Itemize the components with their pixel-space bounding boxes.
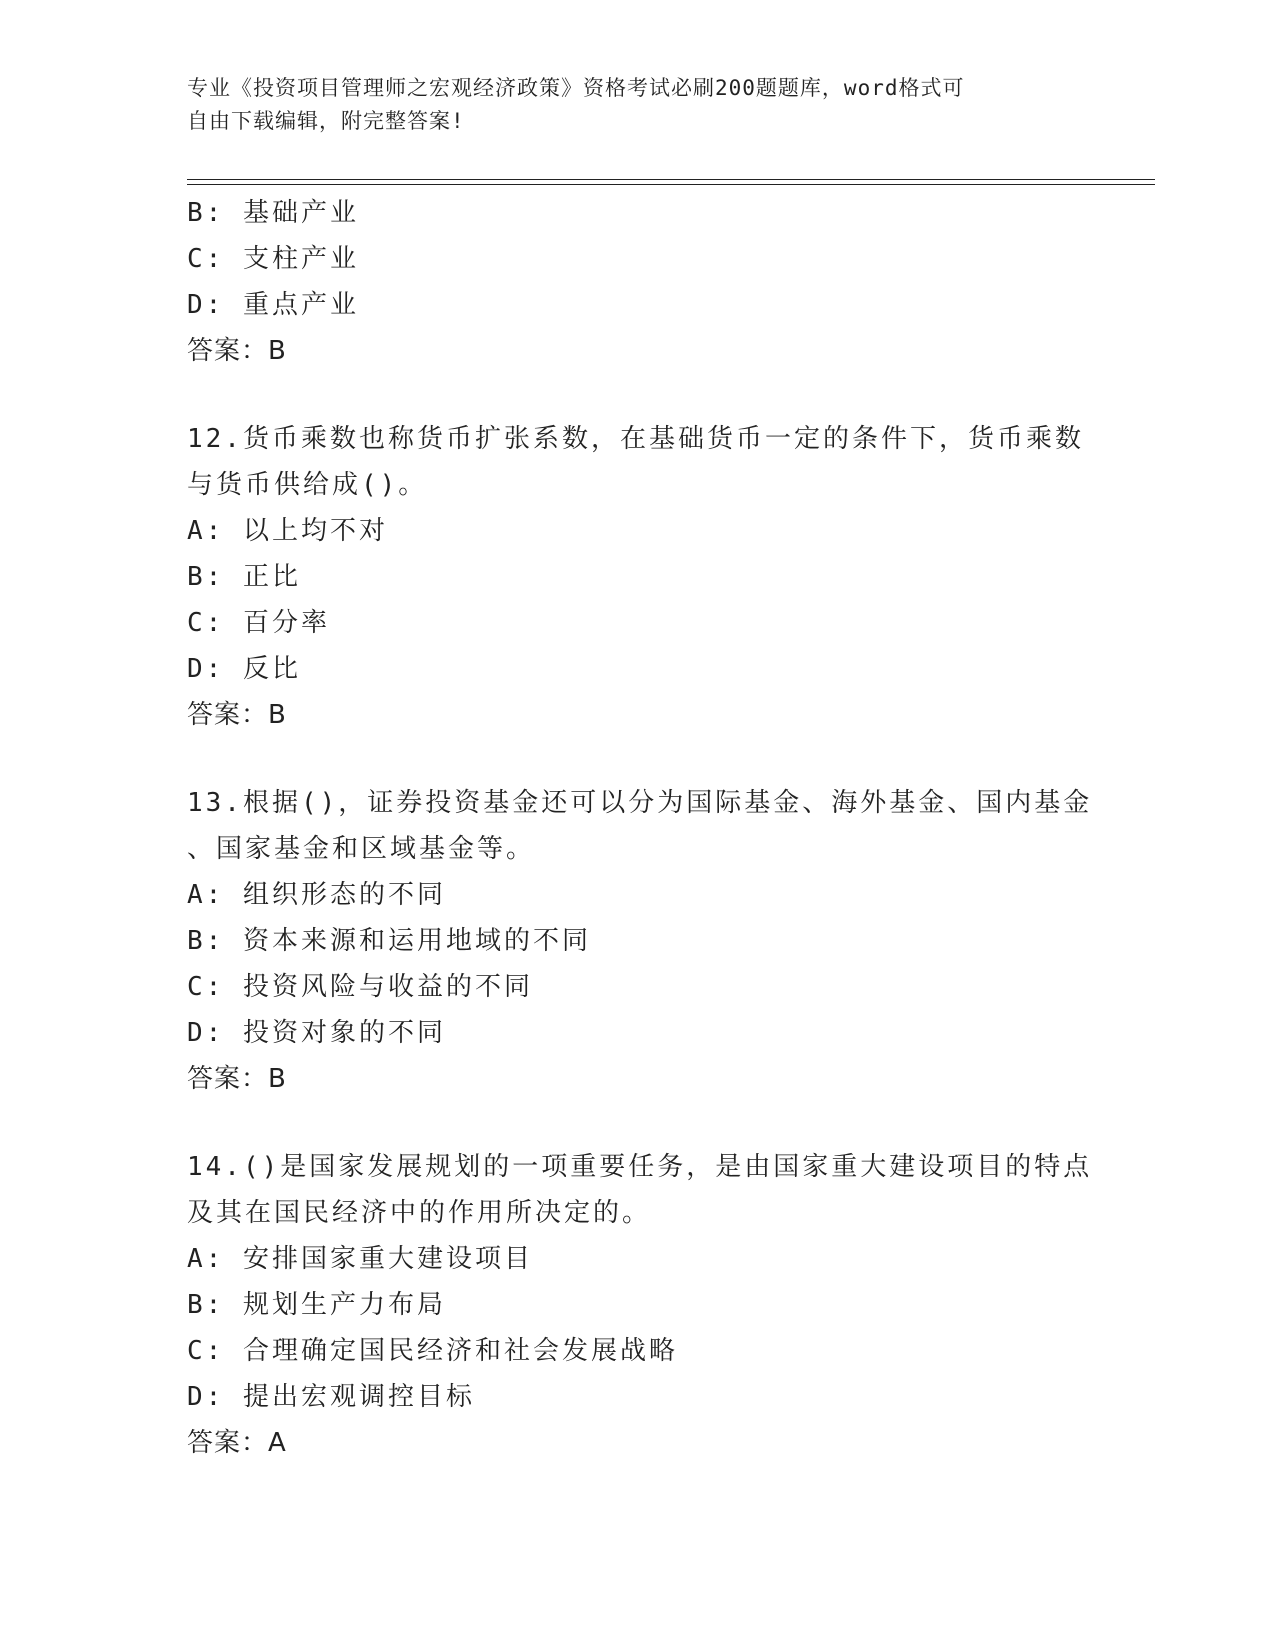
option-d: D: 提出宏观调控目标 [187, 1382, 475, 1412]
header-divider-top [187, 179, 1155, 180]
question-stem-line-2: 、国家基金和区域基金等。 [187, 834, 536, 864]
option-c: C: 合理确定国民经济和社会发展战略 [187, 1336, 678, 1366]
answer-line: 答案：B [187, 1064, 287, 1094]
option-b: B: 规划生产力布局 [187, 1290, 446, 1320]
question-stem-line-2: 与货币供给成()。 [187, 470, 428, 500]
question-14 [187, 1144, 1093, 1466]
header-divider-bottom [187, 184, 1155, 185]
option-d: D: 投资对象的不同 [187, 1018, 446, 1048]
header-line-2: 自由下载编辑，附完整答案! [187, 109, 465, 133]
option-a: A: 安排国家重大建设项目 [187, 1244, 533, 1274]
option-b: B: 基础产业 [187, 198, 359, 228]
answer-line: 答案：A [187, 1428, 287, 1458]
question-spacer [187, 1102, 1087, 1144]
option-a: A: 组织形态的不同 [187, 880, 446, 910]
option-c: C: 百分率 [187, 608, 330, 638]
question-stem-line-1: 12.货币乘数也称货币扩张系数，在基础货币一定的条件下，货币乘数 [187, 424, 1084, 454]
header-line-1: 专业《投资项目管理师之宏观经济政策》资格考试必刷200题题库，word格式可 [187, 76, 965, 100]
option-b: B: 正比 [187, 562, 301, 592]
option-a: A: 以上均不对 [187, 516, 388, 546]
option-d: D: 反比 [187, 654, 301, 684]
option-c: C: 支柱产业 [187, 244, 359, 274]
question-stem-line-2: 及其在国民经济中的作用所决定的。 [187, 1198, 652, 1228]
question-11-partial [187, 190, 1087, 374]
answer-line: 答案：B [187, 336, 287, 366]
option-c: C: 投资风险与收益的不同 [187, 972, 533, 1002]
option-b: B: 资本来源和运用地域的不同 [187, 926, 591, 956]
question-stem-line-1: 14.()是国家发展规划的一项重要任务，是由国家重大建设项目的特点 [187, 1152, 1093, 1182]
option-d: D: 重点产业 [187, 290, 359, 320]
answer-line: 答案：B [187, 700, 287, 730]
document-header [187, 72, 1087, 138]
question-stem-line-1: 13.根据()，证券投资基金还可以分为国际基金、海外基金、国内基金 [187, 788, 1093, 818]
question-spacer [187, 738, 1087, 780]
question-list [187, 190, 1093, 1466]
question-13 [187, 780, 1093, 1102]
question-12 [187, 416, 1087, 738]
question-spacer [187, 374, 1087, 416]
